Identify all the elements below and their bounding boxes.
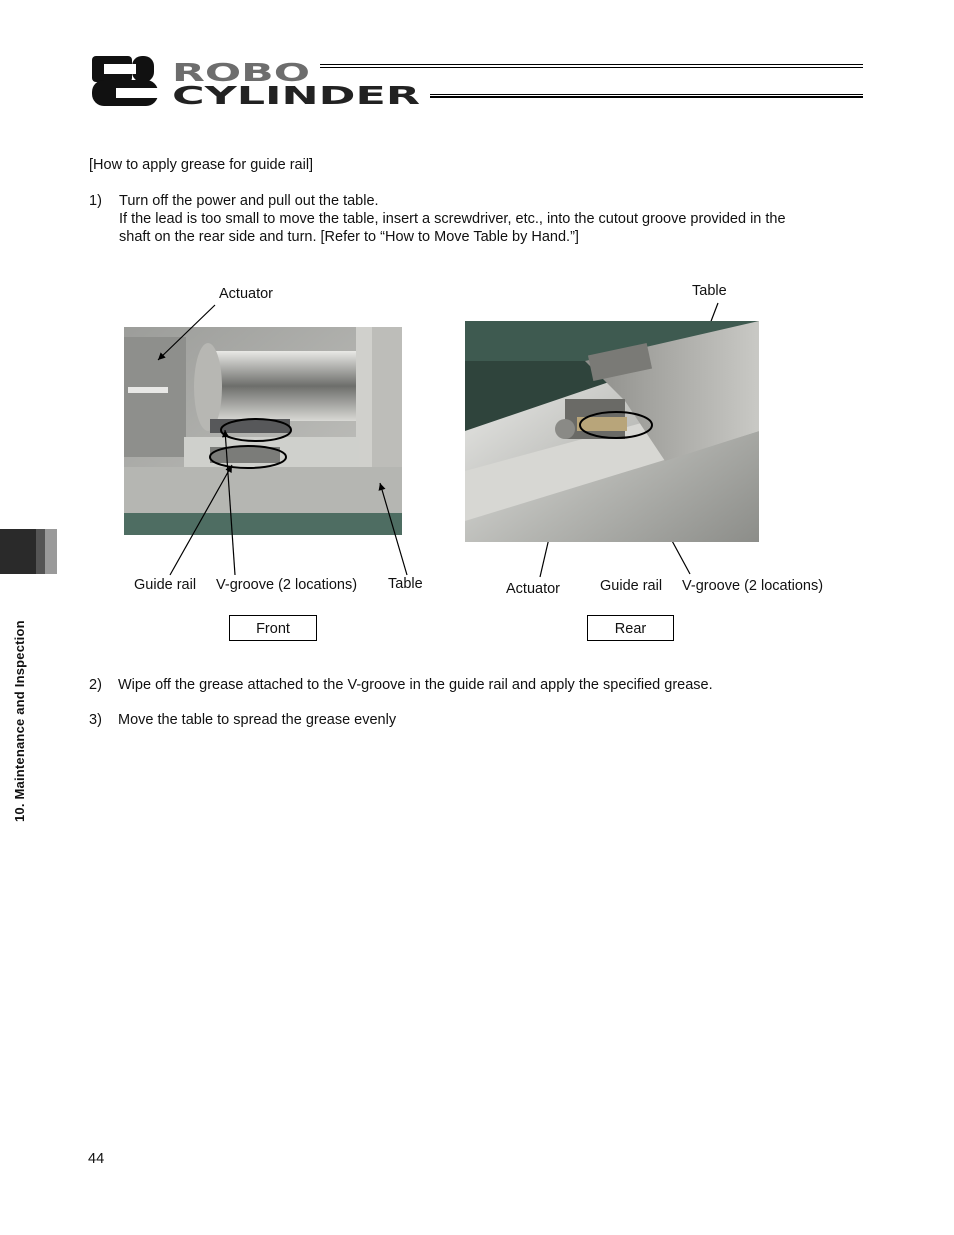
- front-label-actuator: Actuator: [219, 286, 273, 302]
- side-tab: [0, 529, 36, 574]
- front-label-guide-rail: Guide rail: [134, 577, 197, 593]
- step-1-line-3: shaft on the rear side and turn. [Refer to “How to Move Table by Hand.”]: [119, 229, 579, 245]
- step-1-line-2: If the lead is too small to move the table, insert a screwdriver, etc., into the cutout groove provided in the: [119, 211, 786, 227]
- step-3-line-1: Move the table to spread the grease evenly: [118, 712, 397, 728]
- front-label-table: Table: [388, 576, 423, 592]
- page-number: 44: [88, 1151, 105, 1167]
- section-title: [How to apply grease for guide rail]: [89, 157, 314, 173]
- step-1-line-1: Turn off the power and pull out the table.: [119, 193, 379, 209]
- step-2-line-1: Wipe off the grease attached to the V-groove in the guide rail and apply the specified grease.: [118, 677, 713, 693]
- front-label-vgroove: V-groove (2 locations): [216, 577, 358, 593]
- logo-text-robo: ROBO: [172, 58, 310, 87]
- rear-label-table: Table: [692, 283, 727, 299]
- step-3-number: 3): [89, 712, 102, 728]
- rear-label-guide-rail: Guide rail: [600, 578, 663, 594]
- rear-caption: Rear: [587, 615, 674, 641]
- side-chapter-label: 10. Maintenance and Inspection: [12, 620, 27, 822]
- front-caption: Front: [229, 615, 317, 641]
- rear-photo: [465, 321, 759, 542]
- rear-label-vgroove: V-groove (2 locations): [682, 578, 824, 594]
- step-1-number: 1): [89, 193, 102, 209]
- rear-label-actuator: Actuator: [506, 581, 560, 597]
- logo-text-cylinder: CYLINDER: [172, 81, 420, 110]
- side-tab-stripe-light: [45, 529, 57, 574]
- step-2-number: 2): [89, 677, 102, 693]
- side-tab-stripe-dark: [36, 529, 45, 574]
